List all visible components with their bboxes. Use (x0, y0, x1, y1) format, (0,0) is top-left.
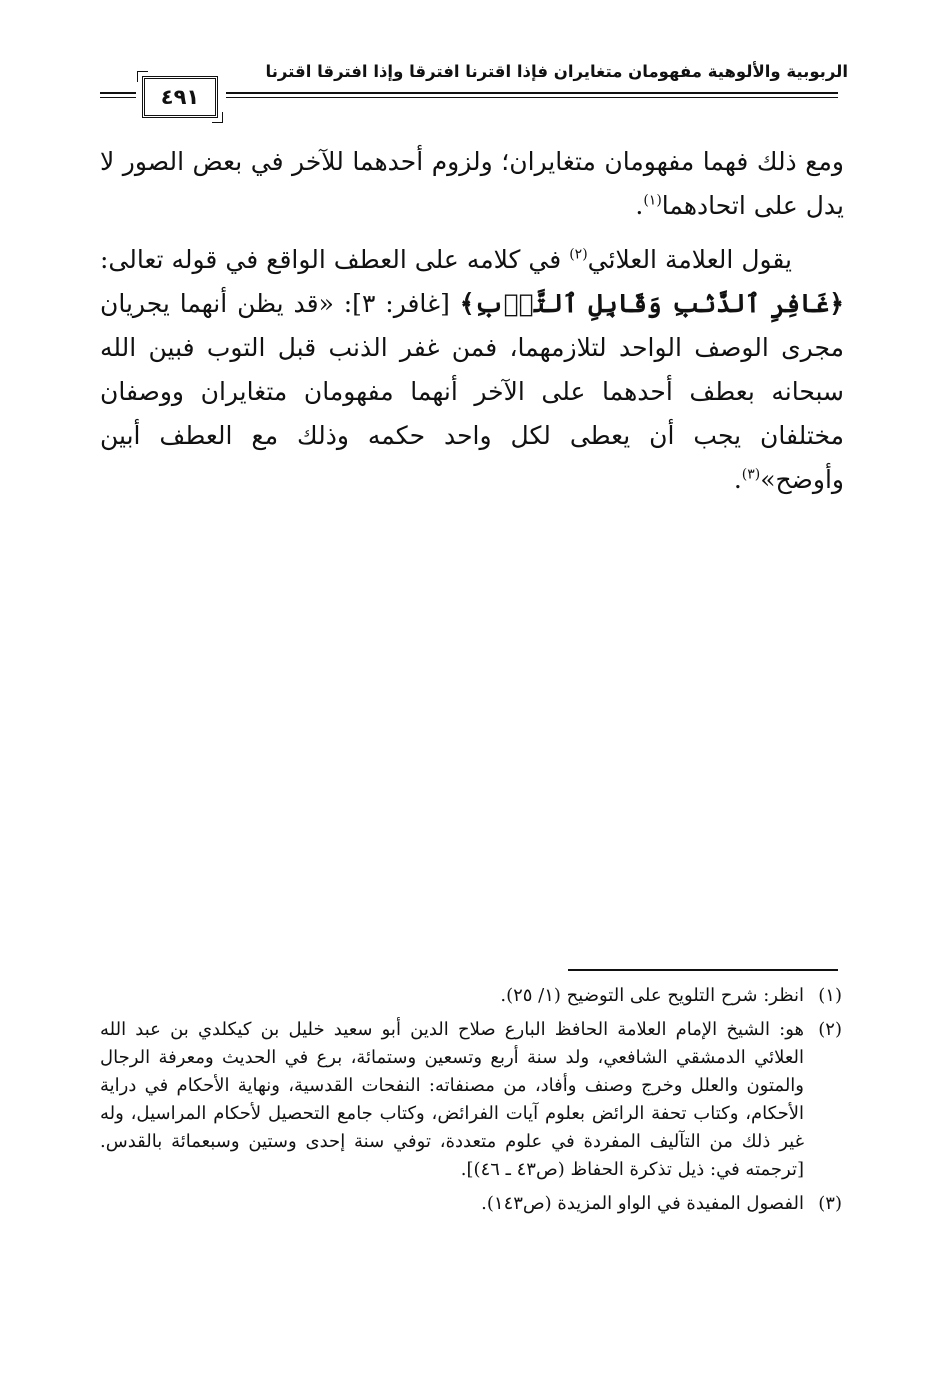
header-rule-left (100, 92, 136, 94)
footnote-ref-3: (٣) (741, 466, 761, 483)
footnote-ref-2: (٢) (569, 246, 588, 263)
footnote-ref-1: (١) (643, 192, 662, 209)
footnote-text: هو: الشيخ الإمام العلامة الحافظ البارع صلاح الدين أبو سعيد خليل بن كيكلدي بن عبد الله العلائي الدمشقي الشافعي، ولد سنة أربع وتسعين وستمائة، برع في الحديث ومعرفة الرجال والمتون والعلل وخرج وصنف وأفاد، من مصنفاته: النفحات القدسية، ونهاية الأحكام في دراية الأحكام، وكتاب تحفة الرائض بعلوم آيات الفرائض، وكتاب جامع التحصيل لأحكام المراسيل، وله غير ذلك من التآليف المفردة في علوم متعددة، توفي سنة إحدى وستين وسبعمائة بالقدس. [ترجمته في: ذيل تذكرة الحفاظ (ص٤٣ ـ ٤٦)]. (100, 1019, 804, 1180)
footnote-text: الفصول المفيدة في الواو المزيدة (ص١٤٣). (481, 1193, 804, 1214)
paragraph-2 (100, 238, 844, 502)
header-rule-right-lower (226, 97, 838, 98)
paragraph-1 (100, 140, 844, 228)
p2-text-a: يقول العلامة العلائي (587, 245, 792, 274)
page-number: ٤٩١ (142, 76, 218, 118)
p2-text-b: في كلامه على العطف الواقع في قوله تعالى: (100, 245, 570, 274)
p1-text: ومع ذلك فهما مفهومان متغايران؛ ولزوم أحدهما للآخر في بعض الصور لا يدل على اتحادهما (100, 147, 844, 220)
footnote-number: (١) (818, 985, 842, 1006)
footnote-separator (568, 969, 838, 971)
footnote-number: (٣) (818, 1193, 842, 1214)
footnote-2 (100, 1016, 842, 1184)
running-title: الربوبية والألوهية مفهومان متغايران فإذا اقترنا افترقا وإذا افترقا اقترنا (265, 62, 848, 81)
quran-verse: ﴿غَافِرِ ٱلذَّنۢبِ وَقَابِلِ ٱلتَّوۡبِ﴾ (459, 289, 844, 318)
footnote-number: (٢) (818, 1019, 842, 1040)
footnote-text: انظر: شرح التلويح على التوضيح (١/ ٢٥). (500, 985, 804, 1006)
footnote-3 (100, 1190, 842, 1218)
main-text (100, 140, 844, 512)
p2-text-c: [غافر: ٣]: «قد يظن أنهما يجريان مجرى الوصف الواحد لتلازمهما، فمن غفر الذنب قبل التوب فبين الله سبحانه بعطف أحدهما على الآخر أنهما مفهومان متغايران ووصفان مختلفان يجب أن يعطى لكل واحد حكمه وذلك مع العطف أبين وأوضح» (100, 289, 844, 494)
footnote-1 (100, 982, 842, 1010)
header-rule-left-lower (100, 97, 136, 98)
p2-end: . (733, 465, 742, 494)
footnotes (100, 982, 842, 1224)
header-rule-right (226, 92, 838, 94)
p1-end: . (635, 191, 644, 220)
